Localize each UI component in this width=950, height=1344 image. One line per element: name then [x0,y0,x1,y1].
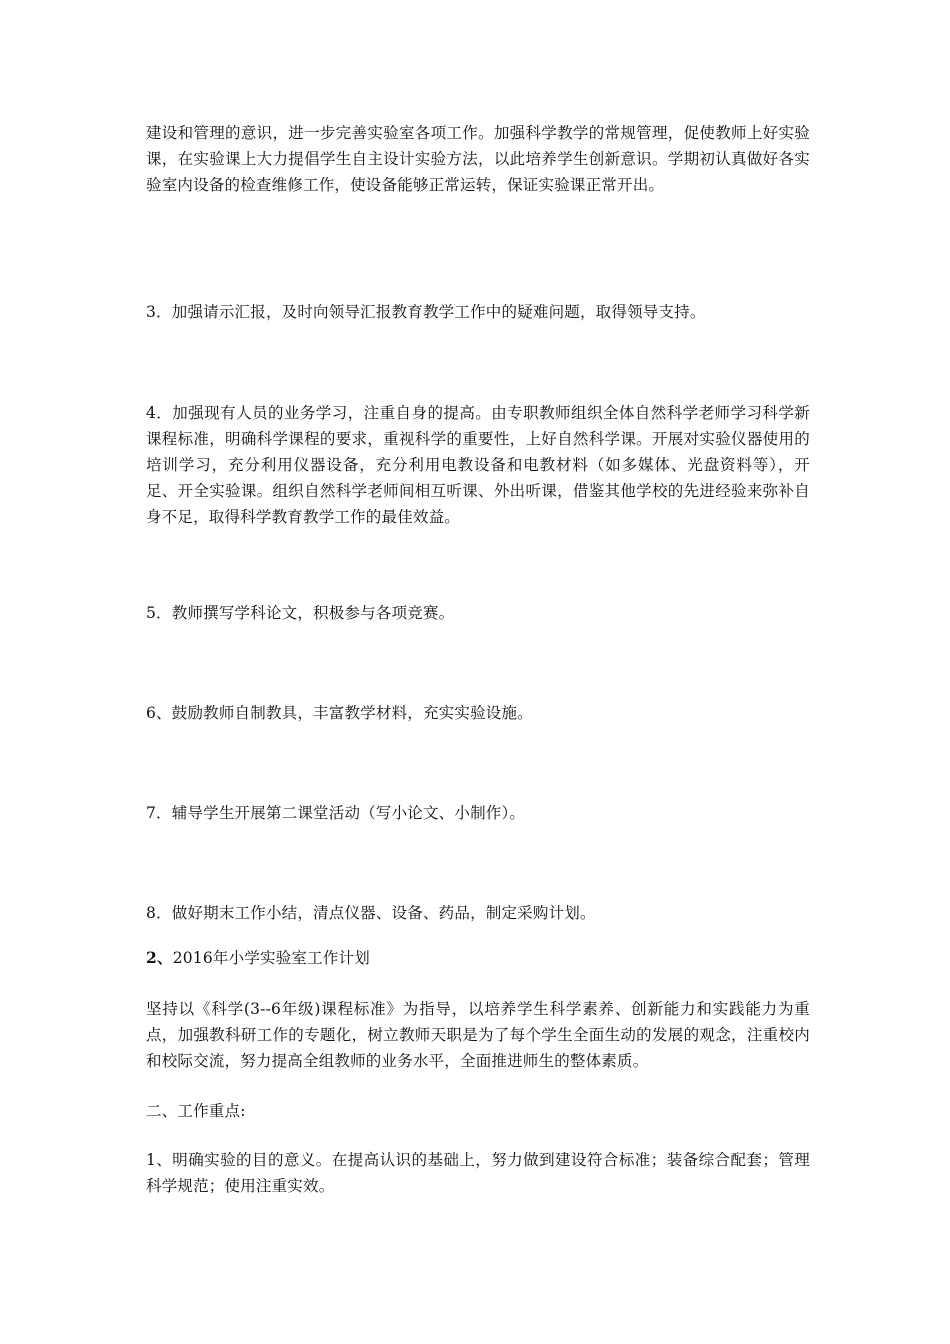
paragraph-item-7: 7．辅导学生开展第二课堂活动（写小论文、小制作）。 [146,804,526,822]
paragraph-item-3: 3．加强请示汇报，及时向领导汇报教育教学工作中的疑难问题，取得领导支持。 [146,303,706,321]
paragraph-lab-management: 建设和管理的意识，进一步完善实验室各项工作。加强科学教学的常规管理，促使教师上好实验课，在实验课上大力提倡学生自主设计实验方法，以此培养学生创新意识。学期初认真做好各实验室内设备的检查维修工作，使设备能够正常运转，保证实验课正常开出。 [146,124,810,194]
paragraph-work-focus-heading: 二、工作重点: [146,1102,246,1120]
section-heading-number: 2、 [146,948,173,967]
paragraph-item-6: 6、鼓励教师自制教具，丰富教学材料，充实实验设施。 [146,704,533,722]
paragraph-focus-item-1: 1、明确实验的目的意义。在提高认识的基础上，努力做到建设符合标准；装备综合配套；管理科学规范；使用注重实效。 [146,1151,810,1195]
paragraph-guiding-principle: 坚持以《科学(3--6年级)课程标准》为指导，以培养学生科学素养、创新能力和实践能力为重点，加强教科研工作的专题化，树立教师天职是为了每个学生全面生动的发展的观念，注重校内和校际交流，努力提高全组教师的业务水平，全面推进师生的整体素质。 [146,1000,810,1070]
section-heading-title: 2016年小学实验室工作计划 [172,949,370,967]
paragraph-item-4: 4．加强现有人员的业务学习，注重自身的提高。由专职教师组织全体自然科学老师学习科学新课程标准，明确科学课程的要求，重视科学的重要性，上好自然科学课。开展对实验仪器使用的培训学习，充分利用仪器设备，充分利用电教设备和电教材料（如多媒体、光盘资料等），开足、开全实验课。组织自然科学老师间相互听课、外出听课，借鉴其他学校的先进经验来弥补自身不足，取得科学教育教学工作的最佳效益。 [146,404,810,526]
paragraph-item-8: 8．做好期末工作小结，清点仪器、设备、药品，制定采购计划。 [146,904,596,922]
section-heading [146,945,810,971]
paragraph-item-5: 5．教师撰写学科论文，积极参与各项竞赛。 [146,604,455,622]
